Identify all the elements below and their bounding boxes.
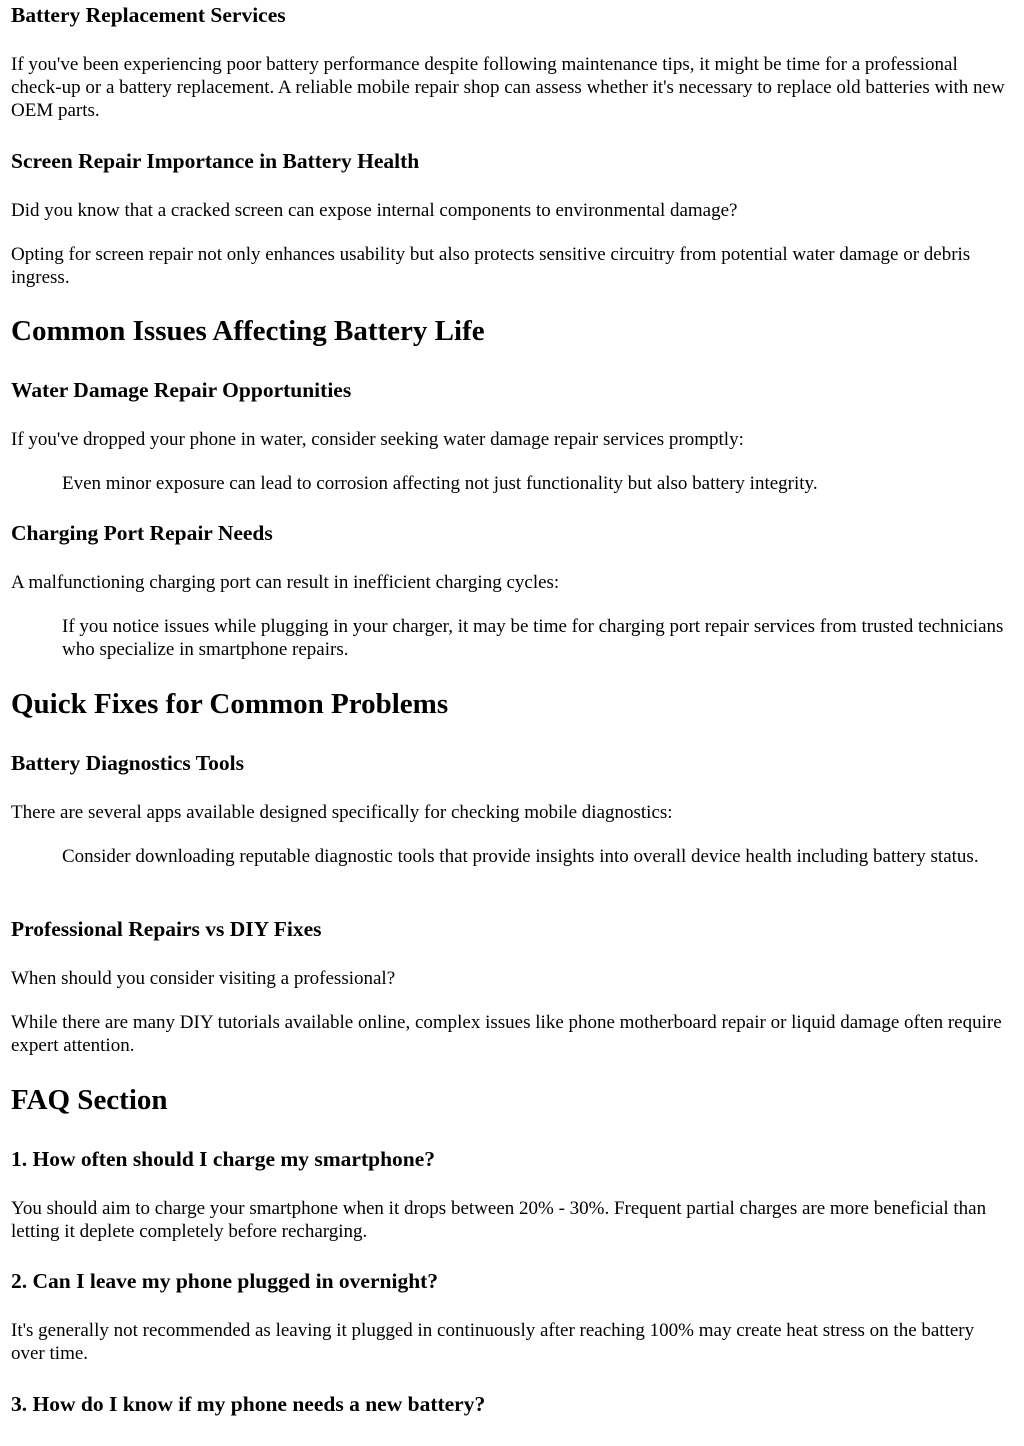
faq-question-1: 1. How often should I charge my smartphone? [11,1147,436,1171]
paragraph-charging-port: A malfunctioning charging port can result in inefficient charging cycles: [11,572,560,593]
faq-question-2: 2. Can I leave my phone plugged in overnight? [11,1269,439,1293]
paragraph-screen-repair-2: Opting for screen repair not only enhances usability but also protects sensitive circuitry from potential water damage or debris ingress. [11,244,971,288]
heading-diagnostics: Battery Diagnostics Tools [11,751,244,775]
paragraph-professional-1: When should you consider visiting a professional? [11,968,396,989]
heading-common-issues: Common Issues Affecting Battery Life [11,315,485,347]
paragraph-professional-2: While there are many DIY tutorials available online, complex issues like phone motherboard repair or liquid damage often require expert attention. [11,1012,1002,1056]
faq-answer-1: You should aim to charge your smartphone when it drops between 20% - 30%. Frequent partial charges are more beneficial than letting it deplete completely before recharging. [11,1198,987,1242]
paragraph-diagnostics: There are several apps available designed specifically for checking mobile diagnostics: [11,802,673,823]
heading-professional-vs-diy: Professional Repairs vs DIY Fixes [11,917,322,941]
heading-quick-fixes: Quick Fixes for Common Problems [11,688,449,720]
heading-water-damage: Water Damage Repair Opportunities [11,378,352,402]
heading-charging-port: Charging Port Repair Needs [11,521,273,545]
heading-battery-replacement: Battery Replacement Services [11,3,286,27]
quote-water-damage: Even minor exposure can lead to corrosion affecting not just functionality but also battery integrity. [62,473,818,494]
quote-charging-port: If you notice issues while plugging in your charger, it may be time for charging port repair services from trusted technicians who specialize in smartphone repairs. [62,616,1004,660]
faq-question-3: 3. How do I know if my phone needs a new battery? [11,1392,486,1416]
faq-answer-2: It's generally not recommended as leaving it plugged in continuously after reaching 100% may create heat stress on the battery over time. [11,1320,975,1364]
heading-faq: FAQ Section [11,1084,168,1116]
heading-screen-repair: Screen Repair Importance in Battery Health [11,149,420,173]
paragraph-screen-repair-1: Did you know that a cracked screen can expose internal components to environmental damage? [11,200,738,221]
quote-diagnostics: Consider downloading reputable diagnostic tools that provide insights into overall device health including battery status. [62,846,979,867]
paragraph-water-damage: If you've dropped your phone in water, consider seeking water damage repair services promptly: [11,429,744,450]
paragraph-battery-replacement: If you've been experiencing poor battery performance despite following maintenance tips, it might be time for a professional check-up or a battery replacement. A reliable mobile repair shop can assess whether it's necessary to replace old batteries with new OEM parts. [11,54,1005,121]
